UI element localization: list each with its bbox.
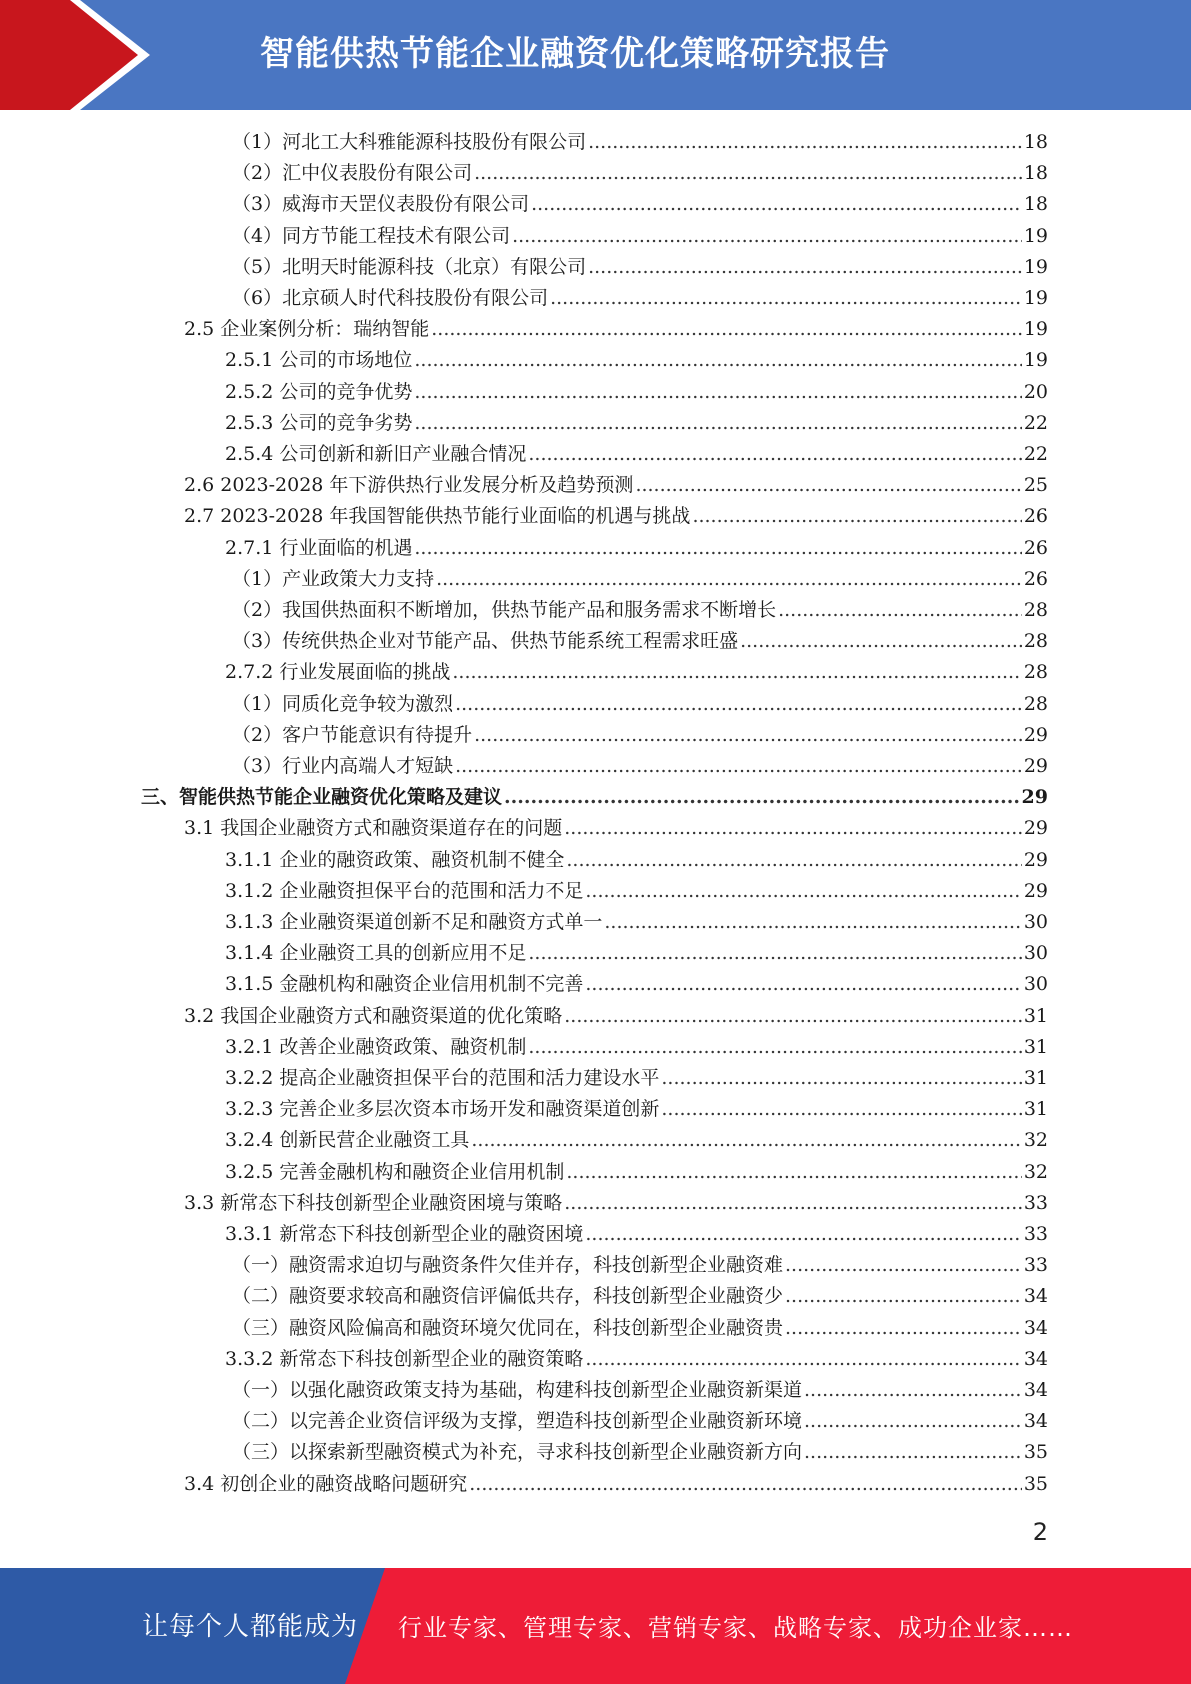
toc-entry[interactable] xyxy=(232,689,1048,720)
toc-dot-leader xyxy=(585,1344,1021,1375)
toc-dot-leader xyxy=(585,1219,1021,1250)
toc-entry-page: 29 xyxy=(1023,848,1048,871)
toc-entry-page: 29 xyxy=(1023,755,1048,777)
toc-entry-page: 31 xyxy=(1023,1067,1048,1089)
toc-entry-label: 3.1.4 企业融资工具的创新应用不足 xyxy=(225,942,527,965)
toc-entry-label: 2.5.3 公司的竞争劣势 xyxy=(225,411,413,434)
toc-entry-page: 34 xyxy=(1023,1347,1048,1370)
toc-entry-page: 28 xyxy=(1023,599,1048,621)
toc-entry-label: 2.6 2023-2028 年下游供热行业发展分析及趋势预测 xyxy=(184,474,634,497)
toc-entry-page: 31 xyxy=(1023,1004,1048,1027)
toc-entry-page: 26 xyxy=(1023,536,1048,559)
toc-entry-label: 2.7 2023-2028 年我国智能供热节能行业面临的机遇与挑战 xyxy=(184,505,691,528)
toc-dot-leader xyxy=(550,283,1022,314)
toc-entry[interactable] xyxy=(232,595,1048,626)
toc-dot-leader xyxy=(436,564,1022,595)
toc-entry-label: 3.2.2 提高企业融资担保平台的范围和活力建设水平 xyxy=(225,1067,660,1089)
toc-entry-label: （2）客户节能意识有待提升 xyxy=(232,723,473,746)
toc-entry-label: （3）行业内高端人才短缺 xyxy=(232,755,454,777)
toc-entry-page: 35 xyxy=(1023,1472,1048,1495)
toc-dot-leader xyxy=(528,938,1021,969)
toc-entry-page: 28 xyxy=(1023,692,1048,715)
toc-entry-label: （6）北京硕人时代科技股份有限公司 xyxy=(232,287,549,309)
toc-entry[interactable] xyxy=(225,408,1048,439)
toc-dot-leader xyxy=(785,1281,1022,1312)
toc-dot-leader xyxy=(414,377,1021,408)
toc-entry-label: 3.1.1 企业的融资政策、融资机制不健全 xyxy=(225,848,565,871)
toc-entry-label: 3.2.1 改善企业融资政策、融资机制 xyxy=(225,1035,527,1058)
toc-entry[interactable] xyxy=(225,439,1048,470)
toc-entry[interactable] xyxy=(232,1375,1048,1406)
toc-entry[interactable] xyxy=(225,876,1048,907)
toc-entry[interactable] xyxy=(232,127,1048,158)
toc-entry-label: 3.3.2 新常态下科技创新型企业的融资策略 xyxy=(225,1347,584,1370)
toc-entry-page: 34 xyxy=(1023,1285,1048,1308)
toc-dot-leader xyxy=(585,969,1021,1000)
toc-entry-page: 19 xyxy=(1023,287,1048,309)
toc-entry-label: 3.2.3 完善企业多层次资本市场开发和融资渠道创新 xyxy=(225,1098,660,1121)
toc-entry[interactable] xyxy=(225,1032,1048,1063)
toc-dot-leader xyxy=(785,1313,1022,1344)
toc-dot-leader xyxy=(566,1157,1021,1188)
toc-entry-label: 2.7.2 行业发展面临的挑战 xyxy=(225,661,451,684)
toc-dot-leader xyxy=(414,533,1021,564)
toc-entry[interactable] xyxy=(225,1094,1048,1125)
toc-entry[interactable] xyxy=(184,314,1048,345)
toc-entry-label: （二）融资要求较高和融资信评偏低共存，科技创新型企业融资少 xyxy=(232,1285,784,1308)
toc-entry-page: 28 xyxy=(1023,661,1048,684)
toc-entry-label: （3）传统供热企业对节能产品、供热节能系统工程需求旺盛 xyxy=(232,630,739,653)
toc-entry-label: （1）河北工大科雅能源科技股份有限公司 xyxy=(232,131,587,153)
toc-entry-label: （2）汇中仪表股份有限公司 xyxy=(232,162,473,185)
toc-entry-page: 18 xyxy=(1023,162,1048,185)
toc-entry-label: 3.1.3 企业融资渠道创新不足和融资方式单一 xyxy=(225,911,603,933)
toc-entry-label: （三）融资风险偏高和融资环境欠优同在，科技创新型企业融资贵 xyxy=(232,1316,784,1339)
toc-entry[interactable] xyxy=(225,657,1048,688)
toc-dot-leader xyxy=(585,876,1021,907)
toc-entry-label: 2.5.4 公司创新和新旧产业融合情况 xyxy=(225,443,527,465)
toc-dot-leader xyxy=(452,657,1021,688)
toc-dot-leader xyxy=(431,314,1022,345)
footer-slogan-left: 让每个人都能成为 xyxy=(142,1612,359,1642)
toc-entry-page: 22 xyxy=(1023,411,1048,434)
toc-entry-label: 3.1.2 企业融资担保平台的范围和活力不足 xyxy=(225,879,584,902)
toc-entry[interactable] xyxy=(184,1469,1048,1500)
toc-entry-page: 29 xyxy=(1023,879,1048,902)
toc-dot-leader xyxy=(531,189,1022,220)
toc-dot-leader xyxy=(504,782,1020,813)
toc-dot-leader xyxy=(692,501,1021,532)
toc-dot-leader xyxy=(528,1032,1021,1063)
toc-dot-leader xyxy=(804,1406,1022,1437)
toc-dot-leader xyxy=(588,127,1022,158)
toc-entry[interactable] xyxy=(232,158,1048,189)
toc-entry[interactable] xyxy=(225,1157,1048,1188)
toc-dot-leader xyxy=(564,813,1022,844)
toc-entry[interactable] xyxy=(225,1219,1048,1250)
toc-entry[interactable] xyxy=(184,813,1048,844)
toc-entry[interactable] xyxy=(232,1406,1048,1437)
toc-entry[interactable] xyxy=(225,345,1048,376)
toc-dot-leader xyxy=(474,720,1022,751)
toc-entry-label: 3.3 新常态下科技创新型企业融资困境与策略 xyxy=(184,1191,563,1214)
header-red-chevron xyxy=(0,0,150,110)
toc-entry-page: 33 xyxy=(1023,1254,1048,1277)
toc-entry-label: （三）以探索新型融资模式为补充，寻求科技创新型企业融资新方向 xyxy=(232,1441,803,1464)
toc-entry[interactable] xyxy=(232,1281,1048,1312)
toc-entry-page: 32 xyxy=(1023,1160,1048,1183)
toc-dot-leader xyxy=(804,1437,1022,1468)
toc-dot-leader xyxy=(469,1469,1022,1500)
toc-entry-label: 3.1.5 金融机构和融资企业信用机制不完善 xyxy=(225,973,584,996)
toc-dot-leader xyxy=(512,221,1022,252)
toc-entry-page: 33 xyxy=(1023,1191,1048,1214)
toc-entry[interactable] xyxy=(225,1063,1048,1094)
toc-entry[interactable] xyxy=(225,907,1048,938)
toc-entry[interactable] xyxy=(232,1313,1048,1344)
toc-dot-leader xyxy=(566,845,1021,876)
toc-entry[interactable] xyxy=(232,626,1048,657)
toc-entry[interactable] xyxy=(225,845,1048,876)
toc-dot-leader xyxy=(778,595,1022,626)
toc-entry-label: （一）融资需求迫切与融资条件欠佳并存，科技创新型企业融资难 xyxy=(232,1254,784,1277)
footer-slogan-right: 行业专家、管理专家、营销专家、战略专家、成功企业家…… xyxy=(398,1614,1073,1642)
toc-entry-page: 31 xyxy=(1023,1035,1048,1058)
toc-entry[interactable] xyxy=(184,1188,1048,1219)
toc-dot-leader xyxy=(455,689,1022,720)
footer-banner xyxy=(0,1568,1191,1684)
toc-entry-label: 三、智能供热节能企业融资优化策略及建议 xyxy=(141,786,503,809)
toc-entry-page: 19 xyxy=(1023,349,1048,372)
toc-entry-page: 29 xyxy=(1021,786,1048,809)
toc-entry[interactable] xyxy=(232,564,1048,595)
toc-dot-leader xyxy=(661,1094,1021,1125)
toc-entry[interactable] xyxy=(232,1437,1048,1468)
toc-entry[interactable] xyxy=(225,1344,1048,1375)
toc-entry-page: 18 xyxy=(1023,131,1048,153)
toc-dot-leader xyxy=(588,252,1022,283)
toc-entry-label: 3.3.1 新常态下科技创新型企业的融资困境 xyxy=(225,1223,584,1245)
toc-entry-page: 30 xyxy=(1023,942,1048,965)
toc-entry[interactable] xyxy=(232,252,1048,283)
toc-dot-leader xyxy=(564,1188,1022,1219)
toc-entry-label: 2.5.1 公司的市场地位 xyxy=(225,349,413,372)
toc-entry-page: 18 xyxy=(1023,193,1048,216)
toc-entry-label: （1）同质化竞争较为激烈 xyxy=(232,692,454,715)
toc-dot-leader xyxy=(474,158,1022,189)
toc-entry-page: 33 xyxy=(1023,1223,1048,1245)
toc-entry-label: 3.2.5 完善金融机构和融资企业信用机制 xyxy=(225,1160,565,1183)
toc-entry-label: 2.7.1 行业面临的机遇 xyxy=(225,536,413,559)
toc-entry-label: 3.2.4 创新民营企业融资工具 xyxy=(225,1129,470,1152)
toc-entry-page: 32 xyxy=(1023,1129,1048,1152)
toc-dot-leader xyxy=(414,345,1021,376)
toc-entry[interactable] xyxy=(184,1001,1048,1032)
toc-entry[interactable] xyxy=(232,221,1048,252)
toc-entry[interactable] xyxy=(184,470,1048,501)
toc-entry[interactable] xyxy=(232,283,1048,314)
toc-entry-page: 30 xyxy=(1023,911,1048,933)
toc-entry-label: 3.4 初创企业的融资战略问题研究 xyxy=(184,1472,468,1495)
toc-entry-page: 25 xyxy=(1023,474,1048,497)
toc-entry[interactable] xyxy=(225,1125,1048,1156)
toc-entry-page: 31 xyxy=(1023,1098,1048,1121)
toc-entry[interactable] xyxy=(225,938,1048,969)
toc-entry-label: 2.5.2 公司的竞争优势 xyxy=(225,380,413,403)
toc-entry-page: 29 xyxy=(1023,817,1048,840)
toc-entry-label: （2）我国供热面积不断增加，供热节能产品和服务需求不断增长 xyxy=(232,599,777,621)
toc-entry-label: （一）以强化融资政策支持为基础，构建科技创新型企业融资新渠道 xyxy=(232,1379,803,1401)
toc-entry-page: 28 xyxy=(1023,630,1048,653)
toc-entry-page: 19 xyxy=(1023,318,1048,341)
toc-dot-leader xyxy=(661,1063,1021,1094)
toc-entry-page: 30 xyxy=(1023,973,1048,996)
toc-entry-page: 19 xyxy=(1023,224,1048,247)
toc-entry[interactable] xyxy=(184,501,1048,532)
toc-entry[interactable] xyxy=(141,782,1048,813)
toc-entry[interactable] xyxy=(232,1250,1048,1281)
toc-dot-leader xyxy=(804,1375,1022,1406)
toc-entry-page: 29 xyxy=(1023,723,1048,746)
toc-entry-label: （5）北明天时能源科技（北京）有限公司 xyxy=(232,255,587,278)
toc-entry[interactable] xyxy=(232,751,1048,782)
toc-entry[interactable] xyxy=(225,533,1048,564)
page-number: 2 xyxy=(1032,1518,1048,1546)
header-banner xyxy=(0,0,1191,110)
toc-dot-leader xyxy=(635,470,1021,501)
toc-entry-label: 3.2 我国企业融资方式和融资渠道的优化策略 xyxy=(184,1004,563,1027)
toc-entry-label: （4）同方节能工程技术有限公司 xyxy=(232,224,511,247)
toc-entry[interactable] xyxy=(232,720,1048,751)
toc-entry-page: 20 xyxy=(1023,380,1048,403)
toc-entry-label: （3）威海市天罡仪表股份有限公司 xyxy=(232,193,530,216)
toc-dot-leader xyxy=(604,907,1021,938)
toc-entry-page: 26 xyxy=(1023,505,1048,528)
toc-entry[interactable] xyxy=(232,189,1048,220)
toc-entry-page: 26 xyxy=(1023,567,1048,590)
toc-entry-label: 2.5 企业案例分析：瑞纳智能 xyxy=(184,318,430,341)
toc-entry-page: 22 xyxy=(1023,443,1048,465)
toc-entry-label: 3.1 我国企业融资方式和融资渠道存在的问题 xyxy=(184,817,563,840)
toc-dot-leader xyxy=(785,1250,1022,1281)
toc-entry[interactable] xyxy=(225,969,1048,1000)
toc-entry-label: （二）以完善企业资信评级为支撑，塑造科技创新型企业融资新环境 xyxy=(232,1410,803,1433)
toc-entry-page: 34 xyxy=(1023,1379,1048,1401)
toc-entry-page: 34 xyxy=(1023,1410,1048,1433)
toc-dot-leader xyxy=(528,439,1021,470)
toc-dot-leader xyxy=(740,626,1022,657)
toc-entry[interactable] xyxy=(225,377,1048,408)
toc-entry-page: 19 xyxy=(1023,255,1048,278)
toc-dot-leader xyxy=(414,408,1021,439)
document-title: 智能供热节能企业融资优化策略研究报告 xyxy=(260,34,890,74)
toc-entry-label: （1）产业政策大力支持 xyxy=(232,567,435,590)
toc-entry-page: 34 xyxy=(1023,1316,1048,1339)
toc-entry-page: 35 xyxy=(1023,1441,1048,1464)
toc-dot-leader xyxy=(564,1001,1022,1032)
toc-dot-leader xyxy=(471,1125,1021,1156)
toc-dot-leader xyxy=(455,751,1022,782)
